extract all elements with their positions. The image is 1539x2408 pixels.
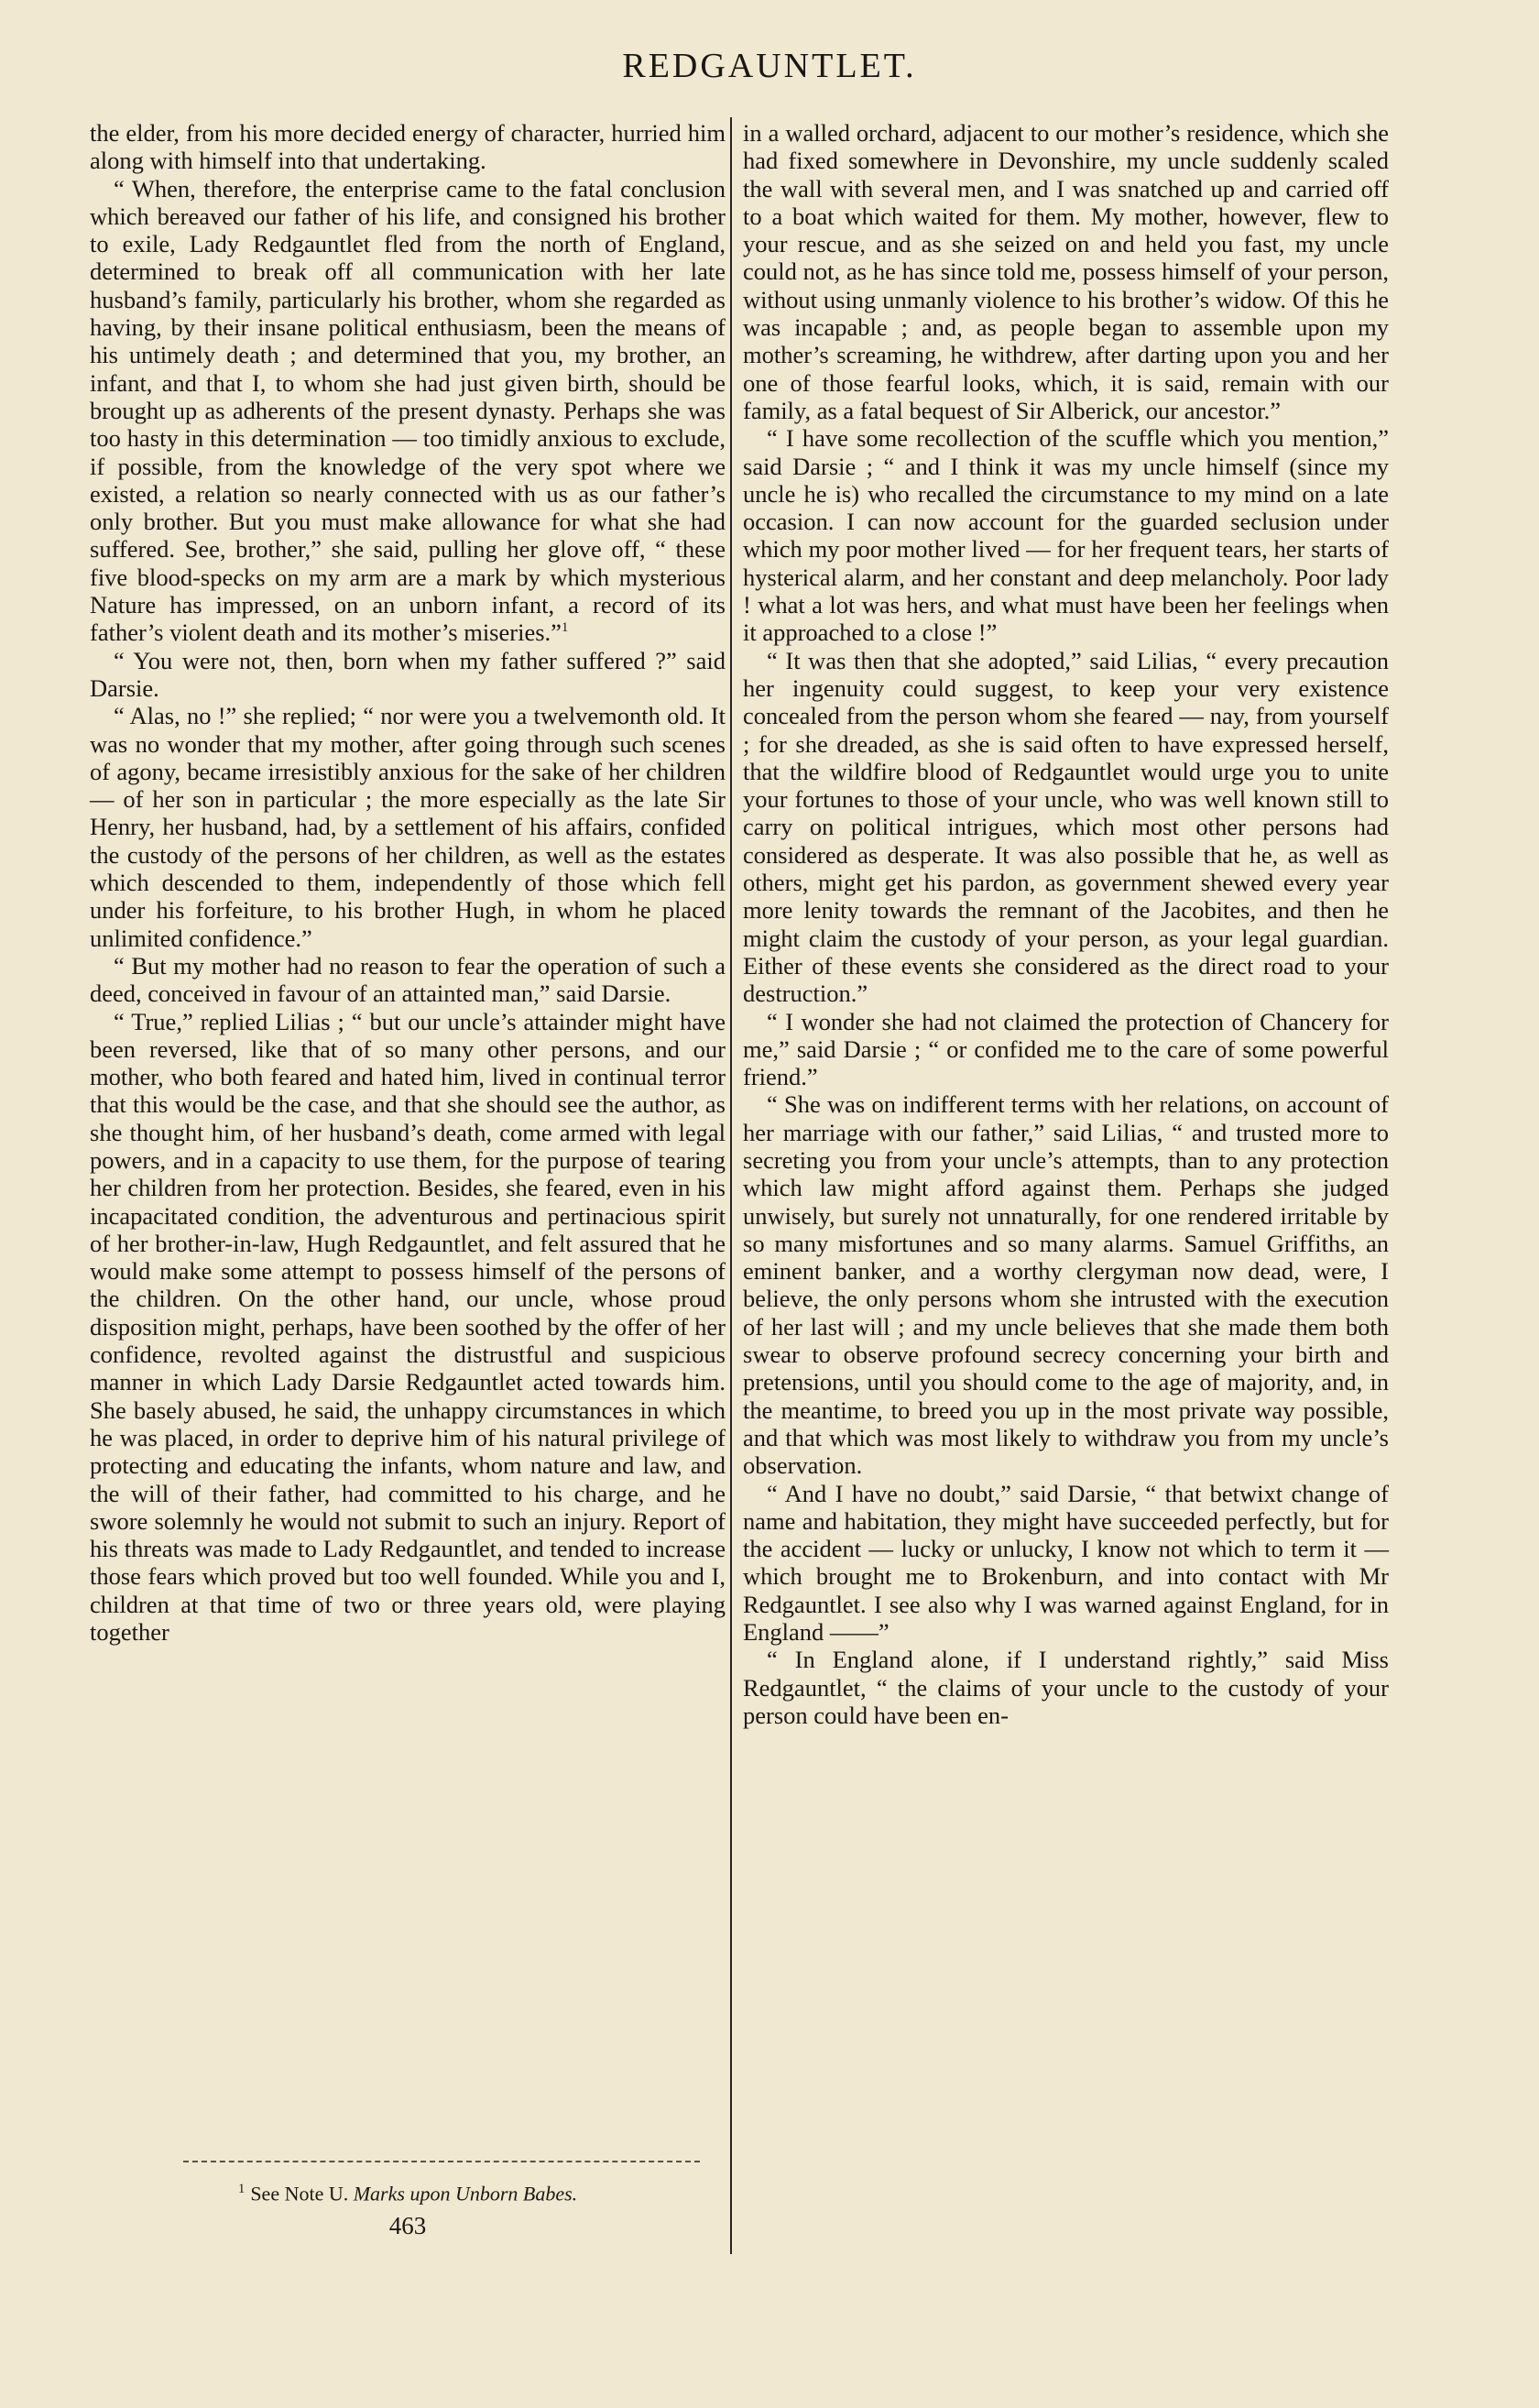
paragraph [90, 175, 726, 647]
right-column [743, 119, 1389, 1729]
paragraph-text: “ When, therefore, the enterprise came to the fatal conclusion which bereaved our father of his life, and consigned his brother to exile, Lady Redgauntlet fled from the north of England, determined to break off all communication with her late husband’s family, particularly his brother, whom she regarded as having, by their insane political enthusiasm, been the means of his untimely death ; and determined that you, my brother, an infant, and that I, to whom she had just given birth, should be brought up as adherents of the present dynasty. Perhaps she was too hasty in this determination — too timidly anxious to exclude, if possible, from the knowledge of the very spot where we existed, a relation so nearly connected with us as our father’s only brother. But you must make allowance for what she had suffered. See, brother,” she said, pulling her glove off, “ these five blood-specks on my arm are a mark by which mysterious Nature has impressed, on an unborn infant, a record of its father’s violent death and its mother’s miseries.” [90, 174, 726, 647]
column-divider [730, 117, 732, 2254]
footnote-title: Marks upon Unborn Babes. [353, 2182, 578, 2206]
paragraph: in a walled orchard, adjacent to our mother’s residence, which she had fixed somewhere in Devonshire, my uncle suddenly scaled the wall with several men, and I was snatched up and carried off to a boat which waited for them. My mother, however, flew to your rescue, and as she seized on and held you fast, my uncle could not, as he has since told me, possess himself of your person, without using unmanly violence to his brother’s widow. Of this he was incapable ; and, as people began to assemble upon my mother’s screaming, he withdrew, after darting upon you and her one of those fearful looks, which, it is said, remain with our family, as a fatal bequest of Sir Alberick, our ancestor.” [743, 119, 1389, 424]
paragraph: the elder, from his more decided energy of character, hurried him along with himself into that undertaking. [90, 119, 726, 175]
footnote-reference[interactable]: 1 [561, 620, 569, 636]
paragraph: “ I have some recollection of the scuffle which you mention,” said Darsie ; “ and I think it was my uncle himself (since my uncle he is) who recalled the circumstance to my mind on a late occasion. I can now account for the guarded seclusion under which my poor mother lived — for her frequent tears, her starts of hysterical alarm, and her constant and deep melancholy. Poor lady ! what a lot was hers, and what must have been her feelings when it approached to a close !” [743, 424, 1389, 647]
footnote-marker: 1 [237, 2182, 246, 2196]
left-column [90, 119, 726, 1646]
paragraph: “ I wonder she had not claimed the protection of Chancery for me,” said Darsie ; “ or confided me to the care of some powerful friend.” [743, 1007, 1389, 1091]
paragraph: “ Alas, no !” she replied; “ nor were you a twelvemonth old. It was no wonder that my mother, after going through such scenes of agony, became irresistibly anxious for the sake of her children — of her son in particular ; the more especially as the late Sir Henry, her husband, had, by a settlement of his affairs, confided the custody of the persons of her children, as well as the estates which descended to them, independently of those which fell under his forfeiture, to his brother Hugh, in whom he placed unlimited confidence.” [90, 702, 726, 952]
paragraph: “ She was on indifferent terms with her relations, on account of her marriage with our father,” said Lilias, “ and trusted more to secreting you from your uncle’s attempts, than to any protection which law might afford against them. Perhaps she judged unwisely, but surely not unnaturally, for one rendered irritable by so many misfortunes and so many alarms. Samuel Griffiths, an eminent banker, and a worthy clergyman now dead, were, I believe, the only persons whom she intrusted with the execution of her last will ; and my uncle believes that she made them both swear to observe profound secrecy concerning your birth and pretensions, until you should come to the age of majority, and, in the meantime, to breed you up in the most private way possible, and that which was most likely to withdraw you from my uncle’s observation. [743, 1090, 1389, 1480]
footnote [90, 2177, 726, 2206]
running-title: REDGAUNTLET. [622, 47, 917, 85]
paragraph: “ You were not, then, born when my father suffered ?” said Darsie. [90, 646, 726, 702]
paragraph: “ And I have no doubt,” said Darsie, “ that betwixt change of name and habitation, they might have succeeded perfectly, but for the accident — lucky or unlucky, I know not which to term it — which brought me to Brokenburn, and into contact with Mr Redgauntlet. I see also why I was warned against England, for in England ——” [743, 1479, 1389, 1647]
paragraph: “ True,” replied Lilias ; “ but our uncle’s attainder might have been reversed, like that of so many other persons, and our mother, who both feared and hated him, lived in continual terror that this would be the case, and that she should see the author, as she thought him, of her husband’s death, come armed with legal powers, and in a capacity to use them, for the purpose of tearing her children from her protection. Besides, she feared, even in his incapacitated condition, the adventurous and pertinacious spirit of her brother-in-law, Hugh Redgauntlet, and felt assured that he would make some attempt to possess himself of the persons of the children. On the other hand, our uncle, whose proud disposition might, perhaps, have been soothed by the offer of her confidence, revolted against the distrustful and suspicious manner in which Lady Darsie Redgauntlet acted towards him. She basely abused, he said, the unhappy circumstances in which he was placed, in order to deprive him of his natural privilege of protecting and educating the infants, whom nature and law, and the will of their father, had committed to his charge, and he swore solemnly he would not submit to such an injury. Report of his threats was made to Lady Redgauntlet, and tended to increase those fears which proved but too well founded. While you and I, children at that time of two or three years old, were playing together [90, 1007, 726, 1647]
paragraph: “ But my mother had no reason to fear the operation of such a deed, conceived in favour of an attainted man,” said Darsie. [90, 951, 726, 1008]
footnote-rule [183, 2161, 700, 2162]
paragraph: “ In England alone, if I understand rightly,” said Miss Redgauntlet, “ the claims of your uncle to the custody of your person could have been en- [743, 1646, 1389, 1729]
paragraph: “ It was then that she adopted,” said Lilias, “ every precaution her ingenuity could suggest, to keep your very existence concealed from the person whom she feared — nay, from yourself ; for she dreaded, as she is said often to have expressed herself, that the wildfire blood of Redgauntlet would urge you to unite your fortunes to those of your uncle, who was well known still to carry on political intrigues, which most other persons had considered as desperate. It was also possible that he, as well as others, might get his pardon, as government shewed every year more lenity towards the remnant of the Jacobites, and then he might claim the custody of your person, as your legal guardian. Either of these events she considered as the direct road to your destruction.” [743, 646, 1389, 1008]
footnote-text: See Note U. [250, 2182, 349, 2206]
page-number: 463 [388, 2212, 427, 2239]
